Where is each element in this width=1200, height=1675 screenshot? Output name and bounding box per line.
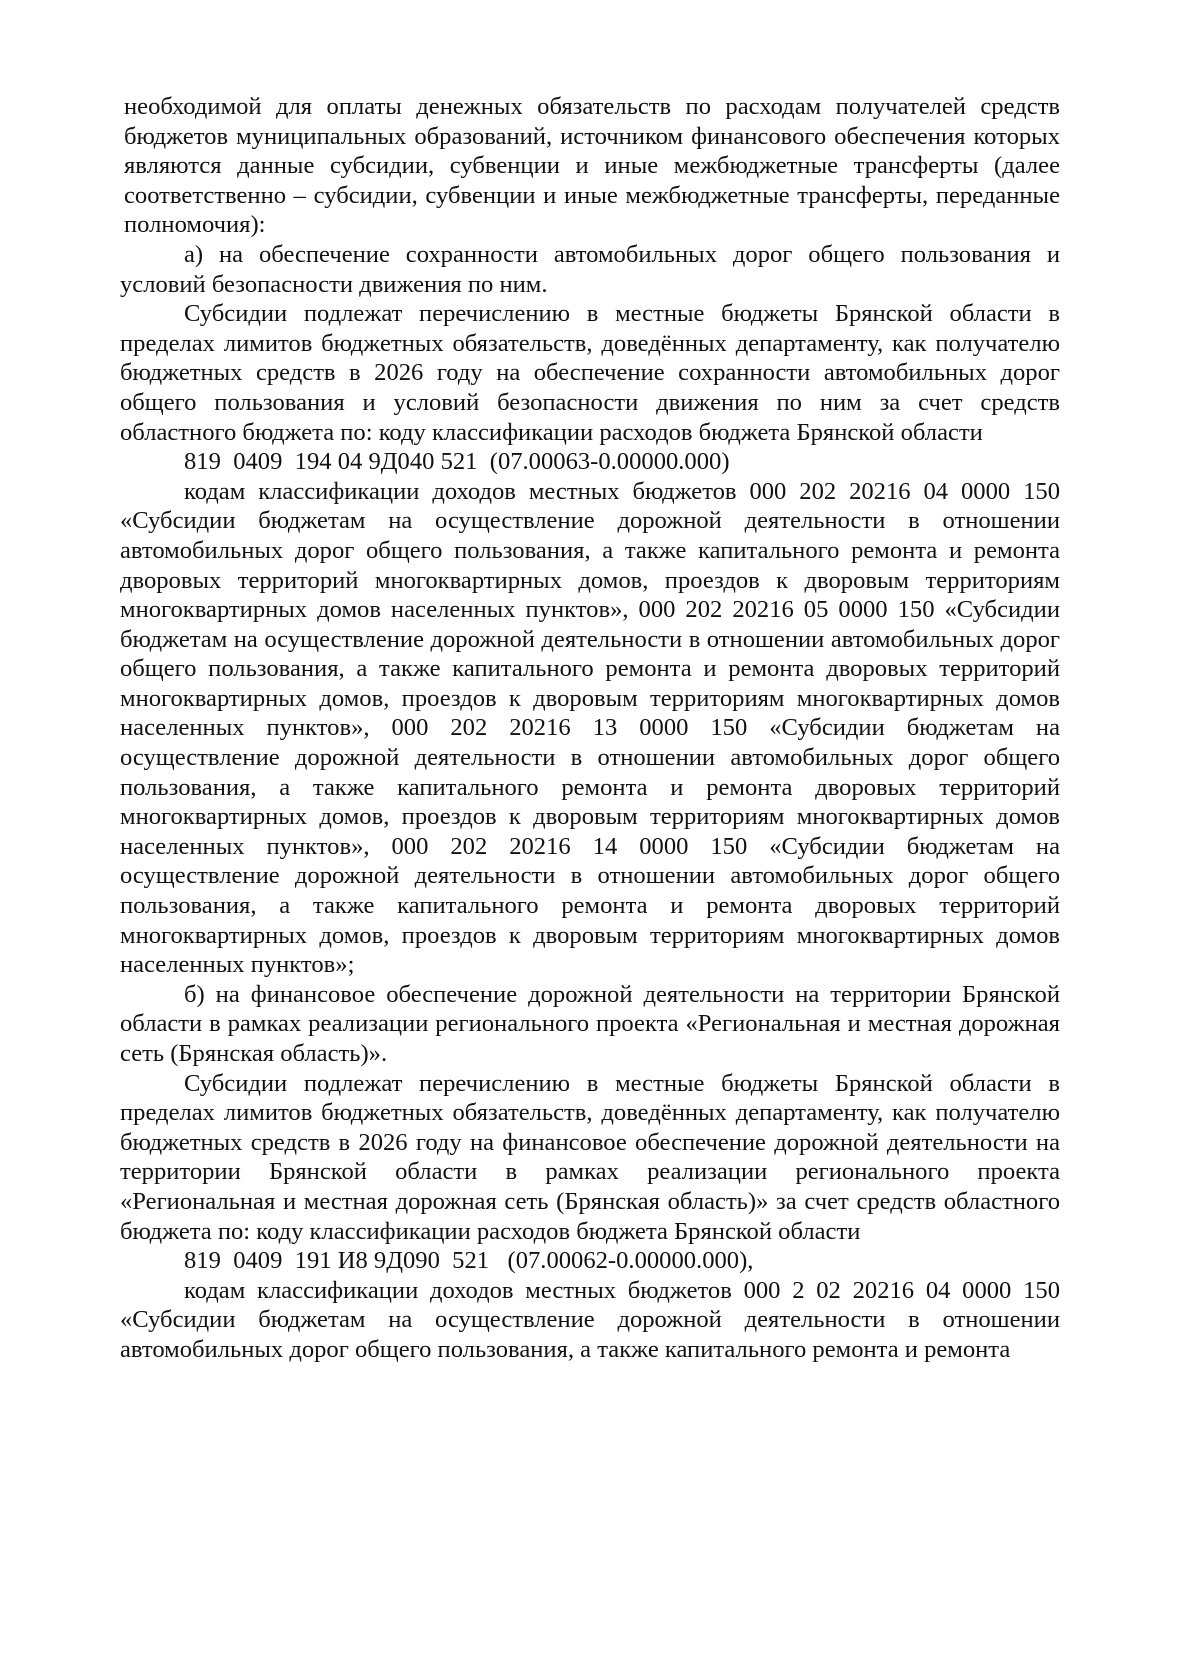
expense-code-a: 819 0409 194 04 9Д040 521 (07.00063-0.00000.000)	[184, 448, 730, 476]
expense-code-b: 819 0409 191 И8 9Д090 521 (07.00062-0.00000.000),	[184, 1247, 754, 1275]
paragraph-income-codes-a: кодам классификации доходов местных бюджетов 000 202 20216 04 0000 150 «Субсидии бюджетам на осуществление дорожной деятельности в отношении автомобильных дорог общего пользования, а также капитального ремонта и ремонта дворовых территорий многоквартирных домов, проездов к дворовым территориям многоквартирных домов населенных пунктов», 000 202 20216 05 0000 150 «Субсидии бюджетам на осуществление дорожной деятельности в отношении автомобильных дорог общего пользования, а также капитального ремонта и ремонта дворовых территорий многоквартирных домов, проездов к дворовым территориям многоквартирных домов населенных пунктов», 000 202 20216 13 0000 150 «Субсидии бюджетам на осуществление дорожной деятельности в отношении автомобильных дорог общего пользования, а также капитального ремонта и ремонта дворовых территорий многоквартирных домов, проездов к дворовым территориям многоквартирных домов населенных пунктов», 000 202 20216 14 0000 150 «Субсидии бюджетам на осуществление дорожной деятельности в отношении автомобильных дорог общего пользования, а также капитального ремонта и ремонта дворовых территорий многоквартирных домов, проездов к дворовым территориям многоквартирных домов населенных пунктов»;	[120, 477, 1060, 979]
paragraph-subsidies-a: Субсидии подлежат перечислению в местные бюджеты Брянской области в пределах лимитов бюджетных обязательств, доведённых департаменту, как получателю бюджетных средств в 2026 году на обеспечение сохранности автомобильных дорог общего пользования и условий безопасности движения по ним за счет средств областного бюджета по: коду классификации расходов бюджета Брянской области	[120, 300, 1060, 446]
document-page	[120, 92, 1060, 1365]
paragraph-subsidies-b: Субсидии подлежат перечислению в местные бюджеты Брянской области в пределах лимитов бюджетных обязательств, доведённых департаменту, как получателю бюджетных средств в 2026 году на финансовое обеспечение дорожной деятельности на территории Брянской области в рамках реализации регионального проекта «Региональная и местная дорожная сеть (Брянская область)» за счет средств областного бюджета по: коду классификации расходов бюджета Брянской области	[120, 1069, 1060, 1245]
paragraph-income-codes-b: кодам классификации доходов местных бюджетов 000 2 02 20216 04 0000 150 «Субсидии бюджетам на осуществление дорожной деятельности в отношении автомобильных дорог общего пользования, а также капитального ремонта и ремонта	[120, 1276, 1060, 1363]
paragraph-intro: необходимой для оплаты денежных обязательств по расходам получателей средств бюджетов муниципальных образований, источником финансового обеспечения которых являются данные субсидии, субвенции и иные межбюджетные трансферты (далее соответственно – субсидии, субвенции и иные межбюджетные трансферты, переданные полномочия):	[124, 93, 1060, 239]
paragraph-item-b: б) на финансовое обеспечение дорожной деятельности на территории Брянской области в рамках реализации регионального проекта «Региональная и местная дорожная сеть (Брянская область)».	[120, 980, 1060, 1067]
paragraph-item-a: а) на обеспечение сохранности автомобильных дорог общего пользования и условий безопасности движения по ним.	[120, 240, 1060, 298]
